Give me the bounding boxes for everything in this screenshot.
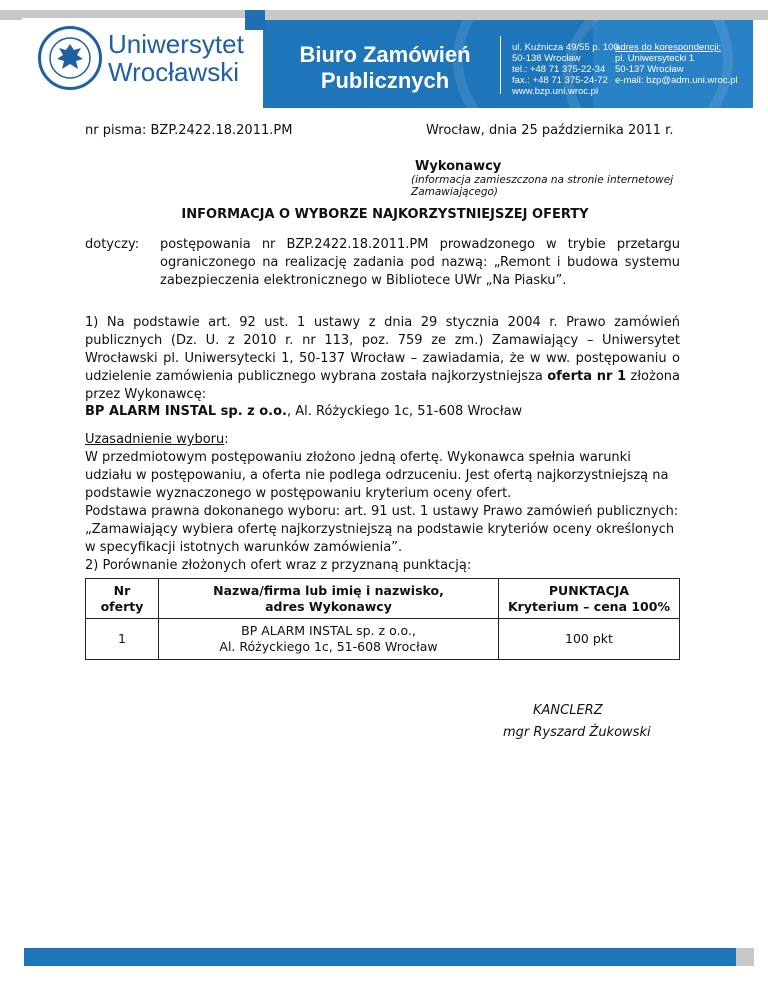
comparison-heading: 2) Porównanie złożonych ofert wraz z przyznaną punktacją: [85, 558, 472, 573]
signer-title: KANCLERZ [533, 703, 603, 718]
office-name-line2: Publicznych [320, 68, 450, 93]
winner-line [85, 403, 680, 421]
address-line: ul. Kuźnicza 49/55 p. 100 [512, 42, 619, 53]
table-row [86, 619, 680, 660]
header-line: Kryterium – cena 100% [508, 598, 670, 614]
notice-text-end: złożona przez Wykonawcę: [85, 369, 680, 402]
column-header-score [499, 579, 680, 619]
winner-address: , Al. Różyckiego 1c, 51-608 Wrocław [287, 404, 523, 419]
crest-eagle-icon [47, 35, 93, 81]
header-line: adres Wykonawcy [265, 598, 392, 614]
contractor-name: BP ALARM INSTAL sp. z o.o., [241, 623, 416, 638]
column-header-contractor [159, 579, 499, 619]
header-divider [500, 36, 501, 94]
offers-table [85, 578, 680, 660]
university-name-line1: Uniwersytet [108, 29, 244, 59]
table-header-row [86, 579, 680, 619]
header-accent-square [245, 10, 265, 30]
column-header-nr [86, 579, 159, 619]
correspondence-line: pl. Uniwersytecki 1 [615, 53, 695, 64]
offer-number: 1 [86, 619, 159, 660]
university-crest-icon [38, 26, 102, 90]
letter-date: Wrocław, dnia 25 października 2011 r. [426, 123, 674, 138]
address-fax: fax.: +48 71 375-24-72 [512, 75, 608, 86]
justification-label: Uzasadnienie wyboru [85, 432, 225, 447]
subject-label: dotyczy: [85, 237, 140, 252]
legal-basis: Podstawa prawna dokonanego wyboru: art. 91 ust. 1 ustawy Prawo zamówień publicznych: „Zamawiający wybiera ofertę najkorzystniejszą na podstawie kryteriów oceny określonych w specyfikacji istotnych warunków zamówienia”. [85, 504, 679, 555]
contractor-address: Al. Różyckiego 1c, 51-608 Wrocław [219, 639, 438, 654]
signer-name: mgr Ryszard Żukowski [503, 725, 651, 740]
justification-text: W przedmiotowym postępowaniu złożono jedną ofertę. Wykonawca spełnia warunki udziału w postępowaniu, a oferta nie podlega odrzuceniu. Jest ofertą najkorzystniejszą na podstawie wyznaczonego w postępowaniu kryterium oceny ofert. [85, 450, 669, 501]
footer-bar [24, 948, 736, 966]
justification [85, 431, 680, 557]
selected-offer: oferta nr 1 [547, 369, 627, 384]
subject-text: postępowania nr BZP.2422.18.2011.PM prowadzonego w trybie przetargu ograniczonego na realizację zadania pod nazwą: „Remont i budowa systemu zabezpieczenia elektronicznego w Bibliotece UWr „Na Piasku”. [160, 237, 680, 288]
office-name [285, 42, 485, 94]
correspondence-line: 50-137 Wrocław [615, 64, 684, 75]
university-name-line2: Wrocławski [108, 57, 239, 87]
reference-number: nr pisma: BZP.2422.18.2011.PM [85, 123, 293, 138]
page-title: INFORMACJA O WYBORZE NAJKORZYSTNIEJSZEJ OFERTY [181, 207, 589, 222]
office-address [512, 42, 619, 97]
header-line: PUNKTACJA [548, 582, 630, 598]
office-name-line1: Biuro Zamówień [299, 42, 471, 67]
winner-name: BP ALARM INSTAL sp. z o.o. [85, 404, 287, 419]
justification-colon: : [224, 432, 229, 447]
offer-contractor [159, 619, 499, 660]
notice-paragraph [85, 314, 680, 404]
notice-text: 1) Na podstawie art. 92 ust. 1 ustawy z dnia 29 stycznia 2004 r. Prawo zamówień publicznych (Dz. U. z 2010 r. nr 113, poz. 759 ze zm.) Zamawiający – Uniwersytet Wrocławski pl. Uniwersytecki 1, 50-137 Wrocław – zawiadamia, że w ww. postępowaniu o udzielenie zamówienia publicznego wybrana została najkorzystniejsza [85, 315, 680, 384]
header-line: Nazwa/firma lub imię i nazwisko, [213, 582, 444, 598]
address-phone: tel.: +48 71 375-22-34 [512, 64, 606, 75]
recipient-note: (informacja zamieszczona na stronie internetowej Zamawiającego) [411, 174, 674, 198]
correspondence-address [615, 42, 738, 86]
recipient: Wykonawcy [415, 159, 502, 174]
university-name [108, 30, 244, 86]
address-line: 50-138 Wrocław [512, 53, 581, 64]
correspondence-email: e-mail: bzp@adm.uni.wroc.pl [615, 75, 738, 86]
offer-score: 100 pkt [499, 619, 680, 660]
footer-accent [736, 948, 754, 966]
correspondence-label: adres do korespondencji: [615, 42, 722, 53]
header-line: oferty [100, 598, 144, 614]
header-line: Nr [113, 582, 131, 598]
address-website: www.bzp.uni.wroc.pl [512, 86, 599, 97]
